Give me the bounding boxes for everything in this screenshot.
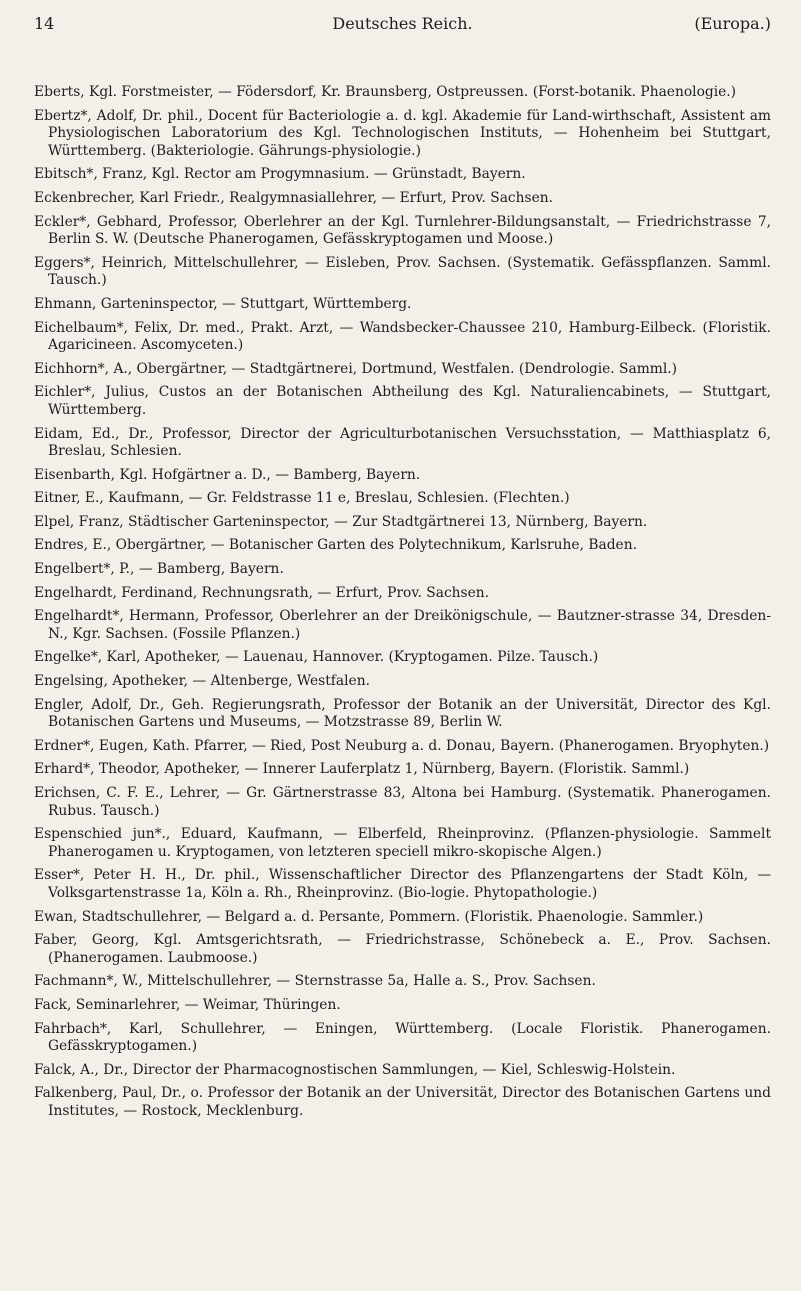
running-title: Deutsches Reich. [332, 14, 473, 33]
directory-entry: Engelhardt*, Hermann, Professor, Oberlehrer an der Dreikönigschule, — Bautzner-strasse 34, Dresden-N., Kgr. Sachsen. (Fossile Pflanzen.) [34, 608, 771, 642]
directory-entry: Engelhardt, Ferdinand, Rechnungsrath, — Erfurt, Prov. Sachsen. [34, 584, 490, 601]
directory-entry: Eckenbrecher, Karl Friedr., Realgymnasiallehrer, — Erfurt, Prov. Sachsen. [34, 189, 554, 206]
directory-entry: Ewan, Stadtschullehrer, — Belgard a. d. Persante, Pommern. (Floristik. Phaenologie. Sammler.) [34, 908, 704, 925]
directory-entry: Faber, Georg, Kgl. Amtsgerichtsrath, — Friedrichstrasse, Schönebeck a. E., Prov. Sachsen. (Phanerogamen. Laubmoose.) [34, 932, 771, 966]
directory-entry: Erdner*, Eugen, Kath. Pfarrer, — Ried, Post Neuburg a. d. Donau, Bayern. (Phanerogamen. Bryophyten.) [34, 737, 770, 754]
directory-entry: Eidam, Ed., Dr., Professor, Director der Agriculturbotanischen Versuchsstation, — Matthiasplatz 6, Breslau, Schlesien. [34, 425, 771, 460]
directory-entry: Engelsing, Apotheker, — Altenberge, Westfalen. [34, 673, 370, 690]
directory-entry: Engelke*, Karl, Apotheker, — Lauenau, Hannover. (Kryptogamen. Pilze. Tausch.) [34, 649, 599, 666]
directory-entry: Engler, Adolf, Dr., Geh. Regierungsrath, Professor der Botanik an der Universität, Director des Kgl. Botanischen Gartens und Museums, — Motzstrasse 89, Berlin W. [34, 696, 771, 731]
directory-entry: Ebertz*, Adolf, Dr. phil., Docent für Bacteriologie a. d. kgl. Akademie für Land-wirthschaft, Assistent am Physiologischen Laboratorium des Kgl. Technologischen Instituts, — Hohenheim bei Stuttgart, Württemberg. (Bakteriologie. Gährungs-physiologie.) [34, 107, 771, 159]
directory-entry: Eberts, Kgl. Forstmeister, — Födersdorf, Kr. Braunsberg, Ostpreussen. (Forst-botanik. Phaenologie.) [34, 84, 737, 100]
running-head [34, 14, 771, 36]
directory-entry: Eichelbaum*, Felix, Dr. med., Prakt. Arzt, — Wandsbecker-Chaussee 210, Hamburg-Eilbeck. (Floristik. Agaricineen. Ascomyceten.) [34, 319, 771, 354]
directory-entry: Ehmann, Garteninspector, — Stuttgart, Württemberg. [34, 295, 412, 312]
page-number: 14 [34, 14, 55, 33]
directory-entry: Falkenberg, Paul, Dr., o. Professor der Botanik an der Universität, Director des Botanischen Gartens und Institutes, — Rostock, Mecklenburg. [34, 1085, 771, 1119]
directory-entry: Esser*, Peter H. H., Dr. phil., Wissenschaftlicher Director des Pflanzengartens der Stadt Köln, — Volksgartenstrasse 1a, Köln a. Rh., Rheinprovinz. (Bio-logie. Phytopathologie.) [34, 867, 771, 901]
directory-entry: Endres, E., Obergärtner, — Botanischer Garten des Polytechnikum, Karlsruhe, Baden. [34, 537, 637, 554]
directory-entries [34, 84, 771, 1121]
directory-entry: Fahrbach*, Karl, Schullehrer, — Eningen, Württemberg. (Locale Floristik. Phanerogamen. Gefässkryptogamen.) [34, 1020, 771, 1055]
directory-entry: Fachmann*, W., Mittelschullehrer, — Sternstrasse 5a, Halle a. S., Prov. Sachsen. [34, 973, 596, 990]
directory-entry: Erichsen, C. F. E., Lehrer, — Gr. Gärtnerstrasse 83, Altona bei Hamburg. (Systematik. Phanerogamen. Rubus. Tausch.) [34, 785, 771, 819]
directory-entry: Engelbert*, P., — Bamberg, Bayern. [34, 561, 284, 578]
directory-entry: Eichhorn*, A., Obergärtner, — Stadtgärtnerei, Dortmund, Westfalen. (Dendrologie. Samml.) [34, 360, 678, 377]
directory-entry: Falck, A., Dr., Director der Pharmacognostischen Sammlungen, — Kiel, Schleswig-Holstein. [34, 1061, 676, 1078]
directory-entry: Elpel, Franz, Städtischer Garteninspector, — Zur Stadtgärtnerei 13, Nürnberg, Bayern. [34, 513, 648, 530]
directory-entry: Ebitsch*, Franz, Kgl. Rector am Progymnasium. — Grünstadt, Bayern. [34, 166, 526, 183]
directory-entry: Espenschied jun*., Eduard, Kaufmann, — Elberfeld, Rheinprovinz. (Pflanzen-physiologie. Sammelt Phanerogamen u. Kryptogamen, von letzteren speciell mikro-skopische Algen.) [34, 826, 771, 860]
directory-entry: Eckler*, Gebhard, Professor, Oberlehrer an der Kgl. Turnlehrer-Bildungsanstalt, — Friedrichstrasse 7, Berlin S. W. (Deutsche Phanerogamen, Gefässkryptogamen und Moose.) [34, 213, 771, 248]
directory-entry: Eisenbarth, Kgl. Hofgärtner a. D., — Bamberg, Bayern. [34, 466, 421, 483]
directory-entry: Erhard*, Theodor, Apotheker, — Innerer Lauferplatz 1, Nürnberg, Bayern. (Floristik. Samml.) [34, 761, 690, 778]
running-region: (Europa.) [694, 14, 771, 33]
directory-entry: Eichler*, Julius, Custos an der Botanischen Abtheilung des Kgl. Naturaliencabinets, — Stuttgart, Württemberg. [34, 384, 771, 418]
directory-entry: Eggers*, Heinrich, Mittelschullehrer, — Eisleben, Prov. Sachsen. (Systematik. Gefässpflanzen. Samml. Tausch.) [34, 254, 771, 289]
directory-entry: Eitner, E., Kaufmann, — Gr. Feldstrasse 11 e, Breslau, Schlesien. (Flechten.) [34, 490, 570, 507]
directory-entry: Fack, Seminarlehrer, — Weimar, Thüringen. [34, 996, 341, 1013]
